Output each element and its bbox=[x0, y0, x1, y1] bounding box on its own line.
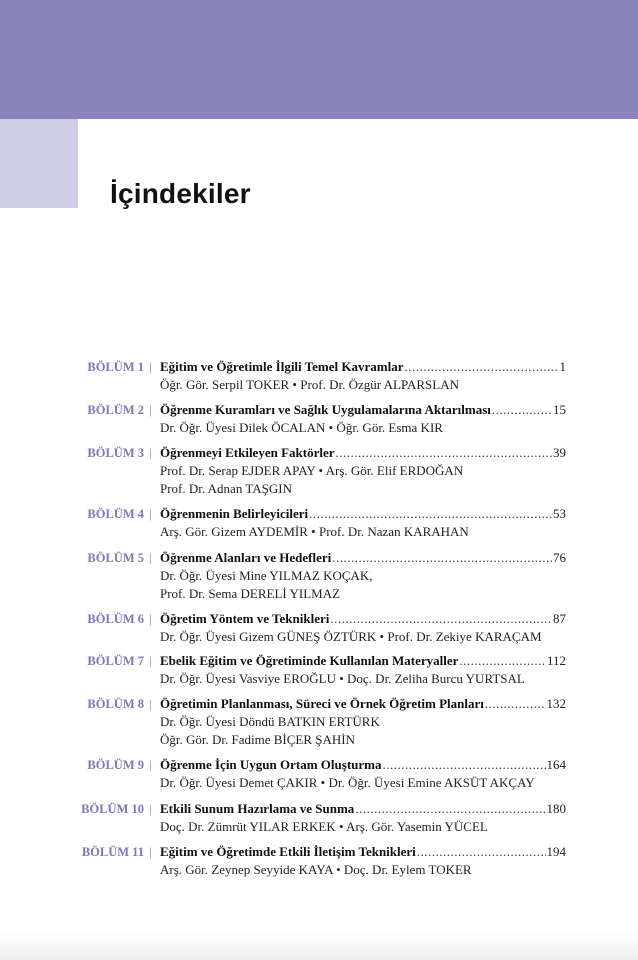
chapter-title[interactable]: Eğitim ve Öğretimde Etkili İletişim Teknikleri bbox=[160, 844, 416, 859]
chapter-authors: Prof. Dr. Adnan TAŞGIN bbox=[160, 481, 292, 496]
separator: | bbox=[149, 551, 152, 565]
chapter-title[interactable]: Etkili Sunum Hazırlama ve Sunma bbox=[160, 801, 355, 816]
chapter-authors: Prof. Dr. Serap EJDER APAY • Arş. Gör. Elif ERDOĞAN bbox=[160, 463, 464, 478]
page-title: İçindekiler bbox=[110, 178, 251, 209]
chapter-authors: Dr. Öğr. Üyesi Dilek ÖCALAN • Öğr. Gör. Esma KIR bbox=[160, 420, 443, 435]
chapter-authors: Doç. Dr. Zümrüt YILAR ERKEK • Arş. Gör. Yasemin YÜCEL bbox=[160, 819, 488, 834]
separator: | bbox=[149, 845, 152, 859]
chapter-authors: Arş. Gör. Zeynep Seyyide KAYA • Doç. Dr. Eylem TOKER bbox=[160, 862, 472, 877]
chapter-label: BÖLÜM 3 bbox=[87, 446, 144, 460]
chapter-authors: Dr. Öğr. Üyesi Vasviye EROĞLU • Doç. Dr. Zeliha Burcu YURTSAL bbox=[160, 671, 525, 686]
dot-leader bbox=[382, 756, 545, 774]
dot-leader bbox=[309, 505, 552, 523]
separator: | bbox=[149, 654, 152, 668]
chapter-label: BÖLÜM 10 bbox=[81, 802, 144, 816]
page-number: 15 bbox=[553, 402, 566, 417]
chapter-label: BÖLÜM 4 bbox=[87, 507, 144, 521]
dot-leader bbox=[459, 652, 546, 670]
chapter-label: BÖLÜM 9 bbox=[87, 758, 144, 772]
dot-leader bbox=[355, 800, 545, 818]
chapter-authors: Öğr. Gör. Dr. Fadime BİÇER ŞAHİN bbox=[160, 732, 355, 747]
dot-leader bbox=[485, 695, 546, 713]
page-number: 194 bbox=[546, 844, 566, 859]
chapter-label: BÖLÜM 6 bbox=[87, 612, 144, 626]
page-number: 164 bbox=[546, 757, 566, 772]
separator: | bbox=[149, 507, 152, 521]
separator: | bbox=[149, 403, 152, 417]
page-number: 87 bbox=[553, 611, 566, 626]
page-number: 112 bbox=[546, 653, 566, 668]
page-number: 1 bbox=[559, 359, 566, 374]
dot-leader bbox=[404, 358, 558, 376]
separator: | bbox=[149, 697, 152, 711]
chapter-label: BÖLÜM 2 bbox=[87, 403, 144, 417]
dot-leader bbox=[332, 549, 552, 567]
chapter-label: BÖLÜM 8 bbox=[87, 697, 144, 711]
chapter-title[interactable]: Öğrenmeyi Etkileyen Faktörler bbox=[160, 445, 335, 460]
header-band bbox=[0, 0, 638, 119]
chapter-authors: Arş. Gör. Gizem AYDEMİR • Prof. Dr. Nazan KARAHAN bbox=[160, 524, 469, 539]
chapter-authors: Dr. Öğr. Üyesi Mine YILMAZ KOÇAK, bbox=[160, 568, 373, 583]
page-number: 76 bbox=[553, 550, 566, 565]
page-bottom-shadow bbox=[0, 932, 638, 960]
separator: | bbox=[149, 758, 152, 772]
chapter-authors: Dr. Öğr. Üyesi Gizem GÜNEŞ ÖZTÜRK • Prof. Dr. Zekiye KARAÇAM bbox=[160, 629, 542, 644]
page-number: 132 bbox=[546, 696, 566, 711]
chapter-title[interactable]: Öğrenme Kuramları ve Sağlık Uygulamalarına Aktarılması bbox=[160, 402, 491, 417]
chapter-title[interactable]: Öğretimin Planlanması, Süreci ve Örnek Öğretim Planları bbox=[160, 696, 484, 711]
chapter-label: BÖLÜM 1 bbox=[87, 360, 144, 374]
chapter-authors: Dr. Öğr. Üyesi Döndü BATKIN ERTÜRK bbox=[160, 714, 380, 729]
separator: | bbox=[149, 802, 152, 816]
dot-leader bbox=[336, 444, 552, 462]
chapter-title[interactable]: Öğretim Yöntem ve Teknikleri bbox=[160, 611, 330, 626]
dot-leader bbox=[417, 843, 546, 861]
side-accent-block bbox=[0, 119, 78, 208]
page-number: 53 bbox=[553, 506, 566, 521]
chapter-authors: Prof. Dr. Sema DERELİ YILMAZ bbox=[160, 586, 341, 601]
separator: | bbox=[149, 360, 152, 374]
chapter-label: BÖLÜM 5 bbox=[87, 551, 144, 565]
page-number: 39 bbox=[553, 445, 566, 460]
chapter-title[interactable]: Ebelik Eğitim ve Öğretiminde Kullanılan Materyaller bbox=[160, 653, 459, 668]
dot-leader bbox=[492, 401, 552, 419]
chapter-title[interactable]: Öğrenme Alanları ve Hedefleri bbox=[160, 550, 332, 565]
chapter-authors: Dr. Öğr. Üyesi Demet ÇAKIR • Dr. Öğr. Üyesi Emine AKSÜT AKÇAY bbox=[160, 775, 535, 790]
chapter-title[interactable]: Öğrenme İçin Uygun Ortam Oluşturma bbox=[160, 757, 382, 772]
chapter-title[interactable]: Eğitim ve Öğretimle İlgili Temel Kavramlar bbox=[160, 359, 404, 374]
chapter-label: BÖLÜM 7 bbox=[87, 654, 144, 668]
chapter-authors: Öğr. Gör. Serpil TOKER • Prof. Dr. Özgür ALPARSLAN bbox=[160, 377, 459, 392]
dot-leader bbox=[330, 610, 552, 628]
chapter-label: BÖLÜM 11 bbox=[81, 845, 144, 859]
separator: | bbox=[149, 446, 152, 460]
page-number: 180 bbox=[546, 801, 566, 816]
chapter-title[interactable]: Öğrenmenin Belirleyicileri bbox=[160, 506, 309, 521]
separator: | bbox=[149, 612, 152, 626]
